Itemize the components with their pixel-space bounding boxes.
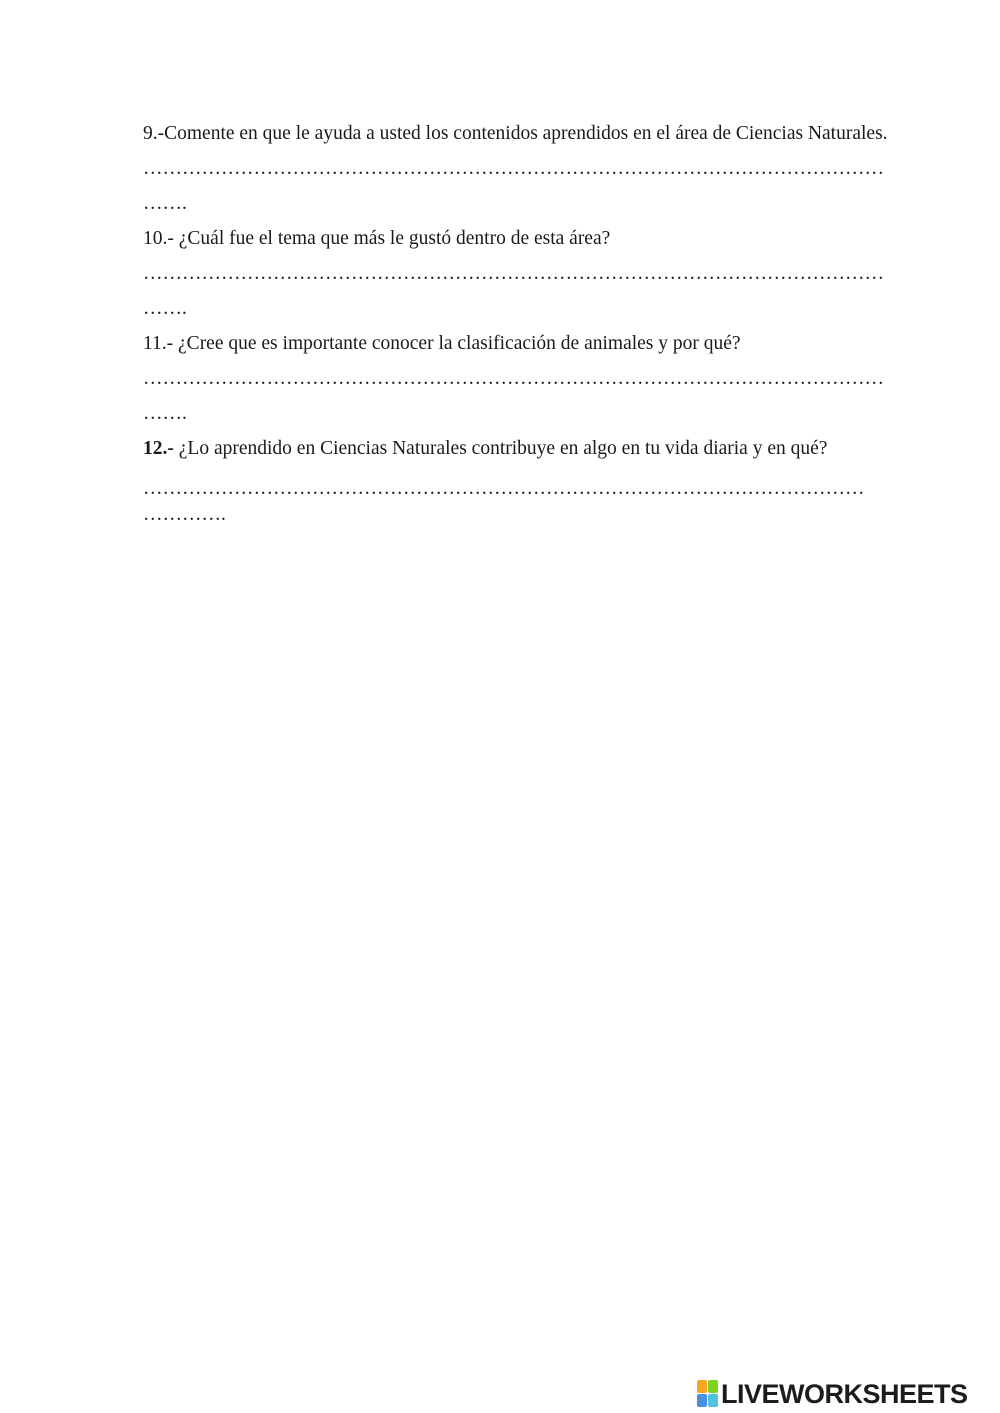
question-11-number: 11.- — [143, 333, 179, 354]
question-11-answer-line[interactable]: …………………………………………………………………………………………………… — [143, 368, 884, 389]
question-12 — [143, 431, 891, 466]
question-12-answer-line-continued[interactable]: …………. — [143, 504, 226, 525]
question-10 — [143, 221, 891, 256]
question-9-answer-line[interactable]: …………………………………………………………………………………………………… — [143, 158, 884, 179]
question-9 — [143, 116, 891, 151]
question-10-answer-line[interactable]: …………………………………………………………………………………………………… — [143, 263, 884, 284]
question-11-text: ¿Cree que es importante conocer la clasificación de animales y por qué? — [178, 333, 741, 354]
question-9-answer-line-continued[interactable]: ……. — [143, 193, 187, 214]
question-9-number: 9.- — [143, 123, 165, 144]
question-10-text: ¿Cuál fue el tema que más le gustó dentro de esta área? — [178, 228, 611, 249]
liveworksheets-logo — [697, 1376, 968, 1412]
liveworksheets-logo-icon — [697, 1380, 719, 1408]
logo-brand-text: LIVEWORKSHEETS — [721, 1378, 968, 1409]
question-11 — [143, 326, 891, 361]
question-12-number: 12.- — [143, 438, 179, 459]
question-9-text: Comente en que le ayuda a usted los contenidos aprendidos en el área de Ciencias Naturales. — [164, 123, 888, 144]
questions-section — [143, 116, 891, 528]
question-10-number: 10.- — [143, 228, 179, 249]
question-12-text: ¿Lo aprendido en Ciencias Naturales contribuye en algo en tu vida diaria y en qué? — [178, 438, 828, 459]
question-10-answer-line-continued[interactable]: ……. — [143, 298, 187, 319]
question-12-answer-line[interactable]: ………………………………………………………………………………………………… — [143, 478, 865, 499]
question-11-answer-line-continued[interactable]: ……. — [143, 403, 187, 424]
